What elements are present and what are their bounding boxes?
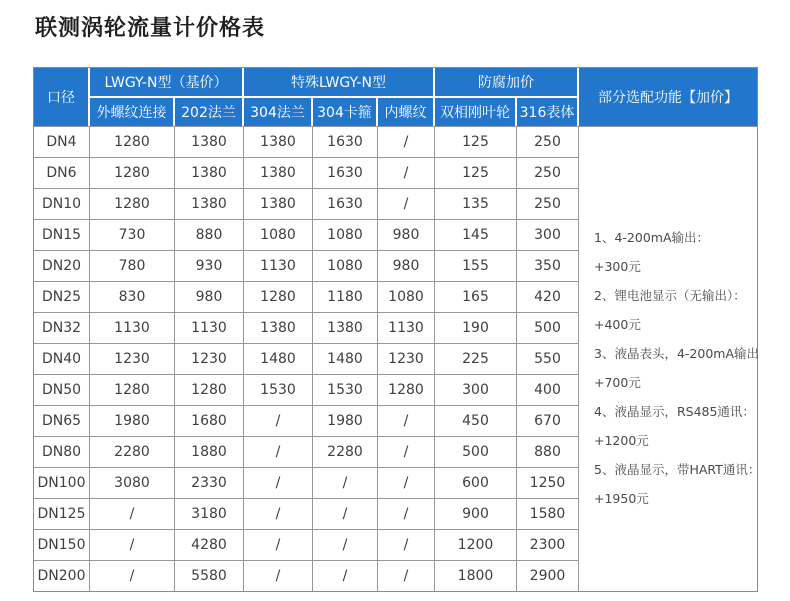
price-cell: 1880 [175, 436, 244, 467]
price-cell: 190 [435, 312, 517, 343]
price-cell: 125 [435, 126, 517, 157]
price-cell: / [378, 498, 435, 529]
price-cell: 1280 [175, 374, 244, 405]
price-cell: 1630 [313, 126, 378, 157]
price-cell: 1230 [90, 343, 175, 374]
price-cell: 1130 [175, 312, 244, 343]
price-cell: 1680 [175, 405, 244, 436]
price-cell: 1380 [175, 126, 244, 157]
price-cell: 1380 [244, 312, 313, 343]
price-cell: 880 [517, 436, 579, 467]
price-cell: 1280 [90, 374, 175, 405]
price-cell: / [378, 529, 435, 560]
header-row-groups [34, 68, 757, 98]
row-header-dn: DN15 [34, 219, 90, 250]
price-cell: 5580 [175, 560, 244, 591]
row-header-dn: DN20 [34, 250, 90, 281]
price-cell: / [244, 436, 313, 467]
price-cell: / [378, 467, 435, 498]
price-cell: 1580 [517, 498, 579, 529]
price-cell: 1130 [90, 312, 175, 343]
price-cell: 880 [175, 219, 244, 250]
price-cell: 1380 [175, 188, 244, 219]
row-header-dn: DN25 [34, 281, 90, 312]
col-header-external-thread: 外螺纹连接 [90, 98, 175, 126]
price-cell: / [378, 405, 435, 436]
price-cell: 550 [517, 343, 579, 374]
col-header-304-clamp: 304卡箍 [313, 98, 378, 126]
price-cell: 1380 [244, 126, 313, 157]
option-note-line: 2、锂电池显示（无输出）： [594, 288, 746, 303]
option-note-line: +700元 [594, 375, 641, 390]
col-group-base-price: LWGY-N型（基价） [90, 68, 244, 98]
col-header-duplex-impeller: 双相刚叶轮 [435, 98, 517, 126]
price-cell: 135 [435, 188, 517, 219]
price-cell: / [244, 529, 313, 560]
price-cell: 1530 [244, 374, 313, 405]
price-cell: 1980 [313, 405, 378, 436]
price-cell: 980 [378, 219, 435, 250]
price-cell: / [378, 188, 435, 219]
price-cell: 145 [435, 219, 517, 250]
price-cell: 500 [435, 436, 517, 467]
price-cell: / [313, 529, 378, 560]
col-header-316-body: 316表体 [517, 98, 579, 126]
price-cell: 1980 [90, 405, 175, 436]
option-note-line: +1200元 [594, 433, 649, 448]
price-cell: 1380 [244, 157, 313, 188]
price-cell: 1380 [175, 157, 244, 188]
price-cell: 1080 [313, 219, 378, 250]
col-header-internal-thread: 内螺纹 [378, 98, 435, 126]
price-cell: 300 [517, 219, 579, 250]
row-header-dn: DN32 [34, 312, 90, 343]
price-cell: 1130 [378, 312, 435, 343]
option-note-line: 5、液晶显示，带HART通讯： [594, 462, 761, 477]
price-cell: 1230 [378, 343, 435, 374]
price-cell: 1080 [244, 219, 313, 250]
price-cell: 2330 [175, 467, 244, 498]
price-cell: 1080 [378, 281, 435, 312]
price-cell: 2900 [517, 560, 579, 591]
price-cell: 450 [435, 405, 517, 436]
price-cell: 980 [175, 281, 244, 312]
price-cell: 830 [90, 281, 175, 312]
price-cell: / [90, 529, 175, 560]
option-note-line: 3、液晶表头，4-200mA输出 [594, 346, 760, 361]
col-header-304-flange: 304法兰 [244, 98, 313, 126]
optional-functions-notes-cell [579, 126, 761, 591]
row-header-dn: DN125 [34, 498, 90, 529]
price-cell: 670 [517, 405, 579, 436]
price-cell: / [313, 467, 378, 498]
price-cell: 1800 [435, 560, 517, 591]
price-cell: 1200 [435, 529, 517, 560]
price-cell: 3080 [90, 467, 175, 498]
price-cell: 1080 [313, 250, 378, 281]
price-cell: 1250 [517, 467, 579, 498]
price-cell: 155 [435, 250, 517, 281]
col-header-diameter: 口径 [34, 68, 90, 126]
row-header-dn: DN100 [34, 467, 90, 498]
price-cell: 1630 [313, 157, 378, 188]
col-header-202-flange: 202法兰 [175, 98, 244, 126]
price-cell: 250 [517, 188, 579, 219]
price-cell: 300 [435, 374, 517, 405]
price-cell: 1380 [244, 188, 313, 219]
price-cell: / [244, 467, 313, 498]
price-cell: 225 [435, 343, 517, 374]
price-cell: 1480 [313, 343, 378, 374]
price-cell: 900 [435, 498, 517, 529]
option-note-line: +400元 [594, 317, 641, 332]
row-header-dn: DN40 [34, 343, 90, 374]
price-cell: / [313, 560, 378, 591]
price-cell: 125 [435, 157, 517, 188]
price-cell: 1130 [244, 250, 313, 281]
price-cell: 250 [517, 157, 579, 188]
price-cell: / [378, 126, 435, 157]
price-table [34, 68, 761, 591]
price-cell: 2280 [313, 436, 378, 467]
row-header-dn: DN150 [34, 529, 90, 560]
price-cell: / [244, 498, 313, 529]
price-cell: 780 [90, 250, 175, 281]
table-header [34, 68, 757, 126]
option-note-line: 4、液晶显示，RS485通讯： [594, 404, 755, 419]
price-cell: / [378, 560, 435, 591]
price-cell: / [313, 498, 378, 529]
price-cell: 420 [517, 281, 579, 312]
price-cell: 400 [517, 374, 579, 405]
price-cell: 1230 [175, 343, 244, 374]
row-header-dn: DN4 [34, 126, 90, 157]
price-cell: 1480 [244, 343, 313, 374]
price-cell: 2300 [517, 529, 579, 560]
price-cell: 1280 [244, 281, 313, 312]
row-header-dn: DN10 [34, 188, 90, 219]
price-cell: 1530 [313, 374, 378, 405]
row-header-dn: DN65 [34, 405, 90, 436]
price-cell: / [378, 157, 435, 188]
col-group-anticorrosion: 防腐加价 [435, 68, 579, 98]
price-cell: 3180 [175, 498, 244, 529]
price-cell: 1280 [90, 157, 175, 188]
price-cell: / [90, 560, 175, 591]
price-cell: 980 [378, 250, 435, 281]
row-header-dn: DN200 [34, 560, 90, 591]
price-cell: 500 [517, 312, 579, 343]
price-cell: / [378, 436, 435, 467]
price-cell: 1280 [90, 126, 175, 157]
price-cell: 1280 [90, 188, 175, 219]
price-cell: 1630 [313, 188, 378, 219]
table-row [34, 126, 757, 157]
row-header-dn: DN80 [34, 436, 90, 467]
price-cell: 600 [435, 467, 517, 498]
price-cell: 1180 [313, 281, 378, 312]
row-header-dn: DN6 [34, 157, 90, 188]
price-cell: / [244, 405, 313, 436]
price-cell: / [90, 498, 175, 529]
price-cell: 350 [517, 250, 579, 281]
option-note-line: 1、4-200mA输出： [594, 230, 710, 245]
page-title: 联测涡轮流量计价格表 [35, 16, 266, 41]
table-body [34, 126, 761, 591]
price-cell: 730 [90, 219, 175, 250]
option-note-line: +300元 [594, 259, 641, 274]
price-cell: 930 [175, 250, 244, 281]
col-header-optional-functions: 部分选配功能【加价】 [579, 68, 757, 126]
price-table-container [33, 67, 761, 592]
price-cell: 4280 [175, 529, 244, 560]
price-cell: 165 [435, 281, 517, 312]
price-cell: 2280 [90, 436, 175, 467]
price-cell: 1280 [378, 374, 435, 405]
col-group-special: 特殊LWGY-N型 [244, 68, 435, 98]
price-cell: / [244, 560, 313, 591]
price-cell: 250 [517, 126, 579, 157]
option-note-line: +1950元 [594, 491, 649, 506]
row-header-dn: DN50 [34, 374, 90, 405]
price-cell: 1380 [313, 312, 378, 343]
